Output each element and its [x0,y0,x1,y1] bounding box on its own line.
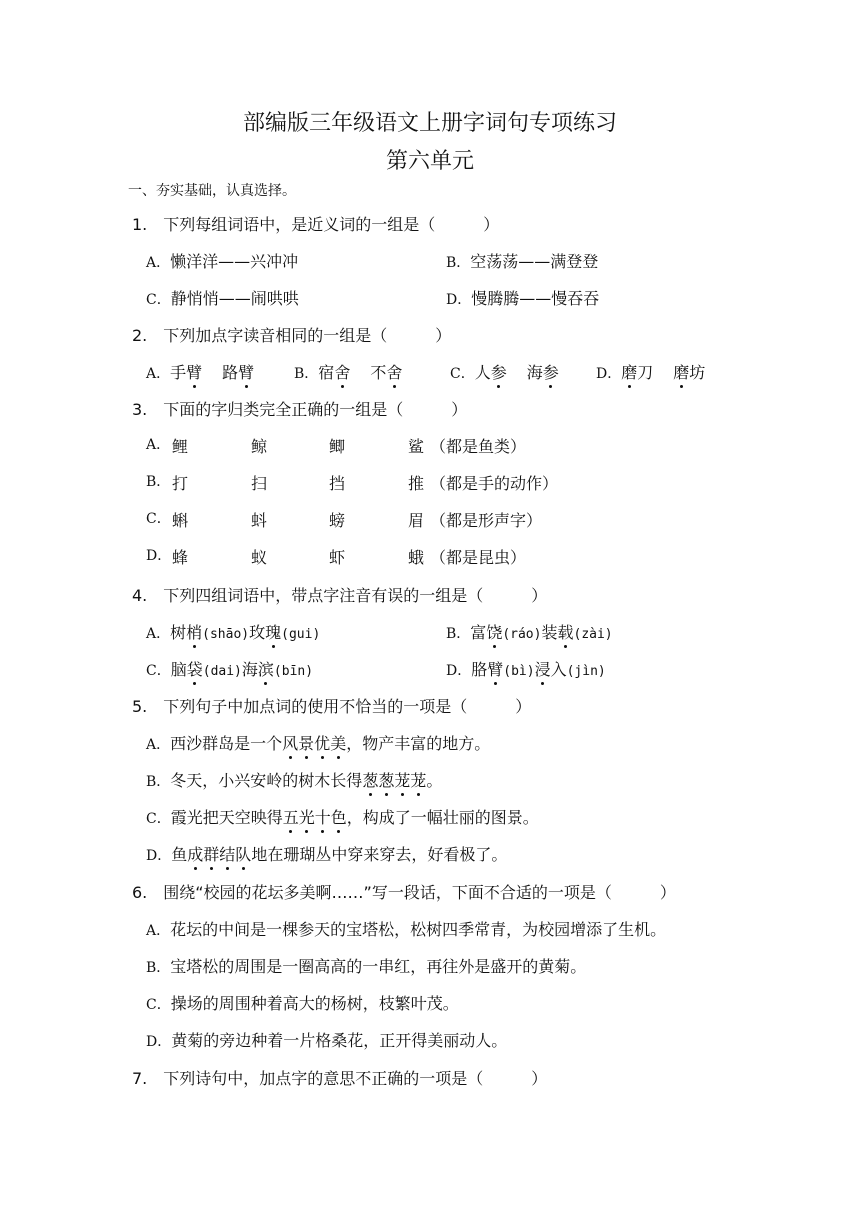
question-number: 4. [132,586,148,605]
dotted-char: 滨 [258,657,274,680]
q2-option-d: D．磨刀 磨坊 [596,360,705,383]
dotted-char: 臂 [186,360,202,383]
question-text: 下列每组词语中，是近义词的一组是（ ） [163,215,500,234]
q6-option-b: B．宝塔松的周围是一圈高高的一串红，再往外是盛开的黄菊。 [146,957,587,976]
question-6 [132,880,676,903]
q2-option-c: C．人参 海参 [450,360,559,383]
question-number: 3. [132,400,148,419]
question-1 [132,212,499,235]
question-number: 1. [132,215,148,234]
q6-option-d: D．黄菊的旁边种着一片格桑花，正开得美丽动人。 [146,1031,508,1050]
question-text: 下列句子中加点词的使用不恰当的一项是（ ） [163,697,532,716]
dotted-char: 舍 [386,360,402,383]
q5-option-c: C．霞光把天空映得五光十色，构成了一幅壮丽的图景。 [146,805,539,828]
dotted-char: 瑰 [265,620,281,643]
q3-row-d: D． 蜂 蚁 虾 蛾 （都是昆虫） [146,548,527,567]
question-2 [132,323,451,346]
q1-option-b: B．空荡荡——满登登 [446,252,599,271]
q5-option-d: D．鱼成群结队地在珊瑚丛中穿来穿去，好看极了。 [146,842,507,865]
q2-option-a: A．手臂 路臂 [146,360,254,383]
question-text: 下列诗句中，加点字的意思不正确的一项是（ ） [163,1069,548,1088]
page-subtitle: 第六单元 [385,149,474,174]
q5-option-a: A．西沙群岛是一个风景优美，物产丰富的地方。 [146,731,490,754]
question-text: 下列加点字读音相同的一组是（ ） [163,326,452,345]
q6-option-a: A．花坛的中间是一棵参天的宝塔松，松树四季常青，为校园增添了生机。 [146,920,667,939]
dotted-char: 袋 [187,657,203,680]
dotted-char: 载 [557,620,573,643]
dotted-char: 浸 [535,657,551,680]
question-number: 6. [132,883,148,902]
dotted-char: 磨 [673,360,689,383]
question-4 [132,583,547,606]
q5-option-b: B．冬天，小兴安岭的树木长得葱葱茏茏。 [146,768,442,791]
dotted-char: 臂 [238,360,254,383]
q2-option-b: B．宿舍 不舍 [294,360,402,383]
question-text: 下面的字归类完全正确的一组是（ ） [163,400,468,419]
dotted-char: 磨 [621,360,637,383]
question-number: 7. [132,1069,148,1088]
dotted-char: 饶 [486,620,502,643]
question-text: 下列四组词语中，带点字注音有误的一组是（ ） [163,586,548,605]
page-title: 部编版三年级语文上册字词句专项练习 [242,111,617,136]
q3-row-c: C． 蝌 蚪 螃 眉 （都是形声字） [146,511,543,530]
question-text: 围绕“校园的花坛多美啊……”写一段话，下面不合适的一项是（ ） [163,883,676,902]
question-number: 2. [132,326,148,345]
question-7 [132,1066,547,1089]
question-3 [132,397,467,420]
q4-option-b: B．富饶(ráo)装载(zài) [446,620,613,643]
q3-row-a: A． 鲤 鲸 鲫 鲨 （都是鱼类） [146,437,527,456]
q4-option-d: D．胳臂(bì)浸入(jìn) [446,657,606,680]
q1-option-d: D．慢腾腾——慢吞吞 [446,289,600,308]
section-heading: 一、夯实基础，认真选择。 [128,183,296,199]
dotted-char: 舍 [334,360,350,383]
q1-option-a: A．懒洋洋——兴冲冲 [146,252,299,271]
q6-option-c: C．操场的周围种着高大的杨树，枝繁叶茂。 [146,994,459,1013]
dotted-char: 梢 [186,620,202,643]
q3-row-b: B． 打 扫 挡 推 （都是手的动作） [146,474,559,493]
dotted-char: 参 [543,360,559,383]
q4-option-a: A．树梢(shāo)玫瑰(gui) [146,620,320,643]
question-number: 5. [132,697,148,716]
q4-option-c: C．脑袋(dai)海滨(bīn) [146,657,313,680]
question-5 [132,694,531,717]
dotted-char: 臂 [487,657,503,680]
dotted-char: 参 [491,360,507,383]
q1-option-c: C．静悄悄——闹哄哄 [146,289,299,308]
